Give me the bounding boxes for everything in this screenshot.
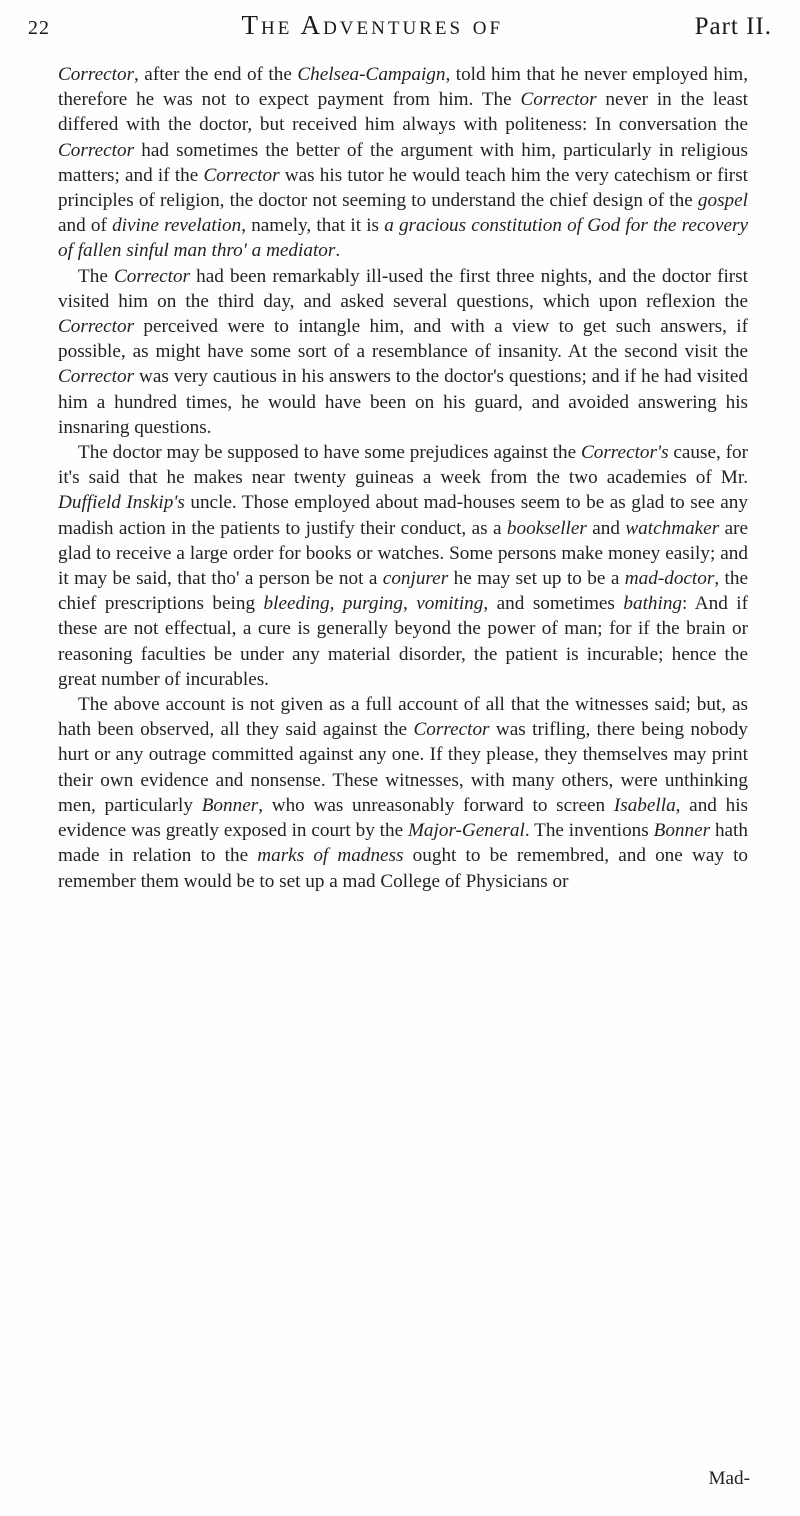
italic-run: Corrector — [58, 366, 135, 388]
text-run: uncle. Those employed about mad-houses seem to be as glad to see any madish action in the patients to justify their conduct, as a — [58, 492, 748, 539]
text-run: had been remarkably ill-used the first three nights, and the doctor first visited him on the third day, and asked several questions, which upon reflexion the — [58, 265, 748, 312]
italic-run: Bonner — [201, 794, 259, 816]
paragraph — [58, 62, 748, 264]
text-run: : And if these are not effectual, a cure is generally beyond the power of man; for if the brain or reasoning faculties be under any material disorder, the patient is incurable; hence the great number of incurables. — [58, 593, 749, 690]
italic-run: Isabella — [613, 794, 676, 816]
text-run: The — [78, 265, 114, 287]
body-text — [58, 62, 748, 894]
text-run: had sometimes the better of the argument with him, particularly in religious matters; and if the — [58, 139, 748, 186]
text-run: The doctor may be supposed to have some prejudices against the — [78, 442, 581, 464]
page-number: 22 — [28, 17, 50, 39]
text-run: . — [335, 240, 341, 262]
text-run: , after the end of the — [134, 64, 298, 85]
italic-run: Corrector — [58, 64, 135, 85]
text-run: , and sometimes — [483, 593, 624, 615]
italic-run: Corrector — [203, 164, 280, 186]
running-head — [28, 10, 772, 50]
text-run: was very cautious in his answers to the doctor's questions; and if he had visited him a hundred times, he would have been on his guard, and avoided answering his insnaring questions. — [58, 366, 748, 438]
part-label: Part II. — [694, 13, 772, 40]
italic-run: conjurer — [382, 568, 449, 590]
text-run: , told him that he never employed him, therefore he was not to expect payment from him. The — [58, 64, 748, 111]
italic-run: Corrector — [413, 719, 490, 741]
text-run: , — [402, 593, 417, 615]
text-run: . The inventions — [524, 820, 654, 842]
text-run: , namely, that it is — [241, 215, 385, 237]
text-run: was his tutor he would teach him the very catechism or first principles of religion, the doctor not seeming to understand the chief design of the — [58, 164, 748, 212]
running-title: The Adventures of — [241, 10, 504, 40]
text-run: cause, for it's said that he makes near twenty guineas a week from the two academies of Mr. — [58, 442, 749, 489]
italic-run: Corrector's — [580, 442, 669, 464]
text-run: , and his evidence was greatly exposed in court by the — [58, 794, 748, 842]
text-run: , who was unreasonably forward to screen — [258, 794, 614, 816]
italic-run: Major-General — [407, 820, 525, 842]
text-run: and — [586, 517, 626, 539]
italic-run: bookseller — [506, 517, 587, 539]
text-run: are glad to receive a large order for books or watches. Some persons make money easily; and it may be said, that tho' a person be not a — [58, 517, 748, 590]
paragraph — [58, 692, 748, 894]
italic-run: bathing — [623, 593, 683, 615]
italic-run: divine revelation — [112, 215, 242, 237]
text-run: hath made in relation to the — [58, 820, 748, 867]
italic-run: Bonner — [653, 820, 711, 842]
text-run: never in the least differed with the doctor, but received him always with politeness: In conversation the — [58, 89, 749, 136]
italic-run: Corrector — [113, 265, 191, 287]
italic-run: Corrector — [58, 316, 135, 338]
italic-run: mad-doctor — [624, 568, 715, 590]
italic-run: Corrector — [58, 139, 135, 161]
text-run: and of — [58, 215, 113, 237]
paragraph — [58, 440, 748, 692]
paragraph — [58, 264, 748, 440]
text-run: The above account is not given as a full account of all that the witnesses said; but, as hath been observed, all they said against the — [58, 694, 748, 741]
text-run: , — [329, 593, 343, 615]
italic-run: Duffield Inskip's — [58, 492, 185, 514]
text-run: , the chief prescriptions being — [58, 568, 748, 615]
text-run: ought to be remembred, and one way to remember them would be to set up a mad College of Physicians or — [58, 845, 749, 892]
text-run: perceived were to intangle him, and with a view to get such answers, if possible, as might have some sort of a resemblance of insanity. At the second visit the — [58, 316, 748, 363]
italic-run: purging — [342, 593, 403, 615]
italic-run: gospel — [697, 190, 748, 212]
text-run: was trifling, there being nobody hurt or any outrage committed against any one. If they please, they themselves may print their own evidence and nonsense. These witnesses, with many others, were unthinking men, particularly — [58, 719, 748, 816]
italic-run: watchmaker — [625, 517, 720, 539]
italic-run: a gracious constitution of God for the recovery of fallen sinful man thro' a mediator — [58, 215, 749, 262]
italic-run: Chelsea-Campaign — [297, 64, 446, 85]
text-run: he may set up to be a — [448, 568, 625, 590]
catchword: Mad- — [708, 1468, 750, 1489]
italic-run: marks of madness — [257, 845, 404, 867]
italic-run: Corrector — [520, 89, 597, 111]
italic-run: vomiting — [416, 593, 484, 615]
italic-run: bleeding — [263, 593, 330, 615]
